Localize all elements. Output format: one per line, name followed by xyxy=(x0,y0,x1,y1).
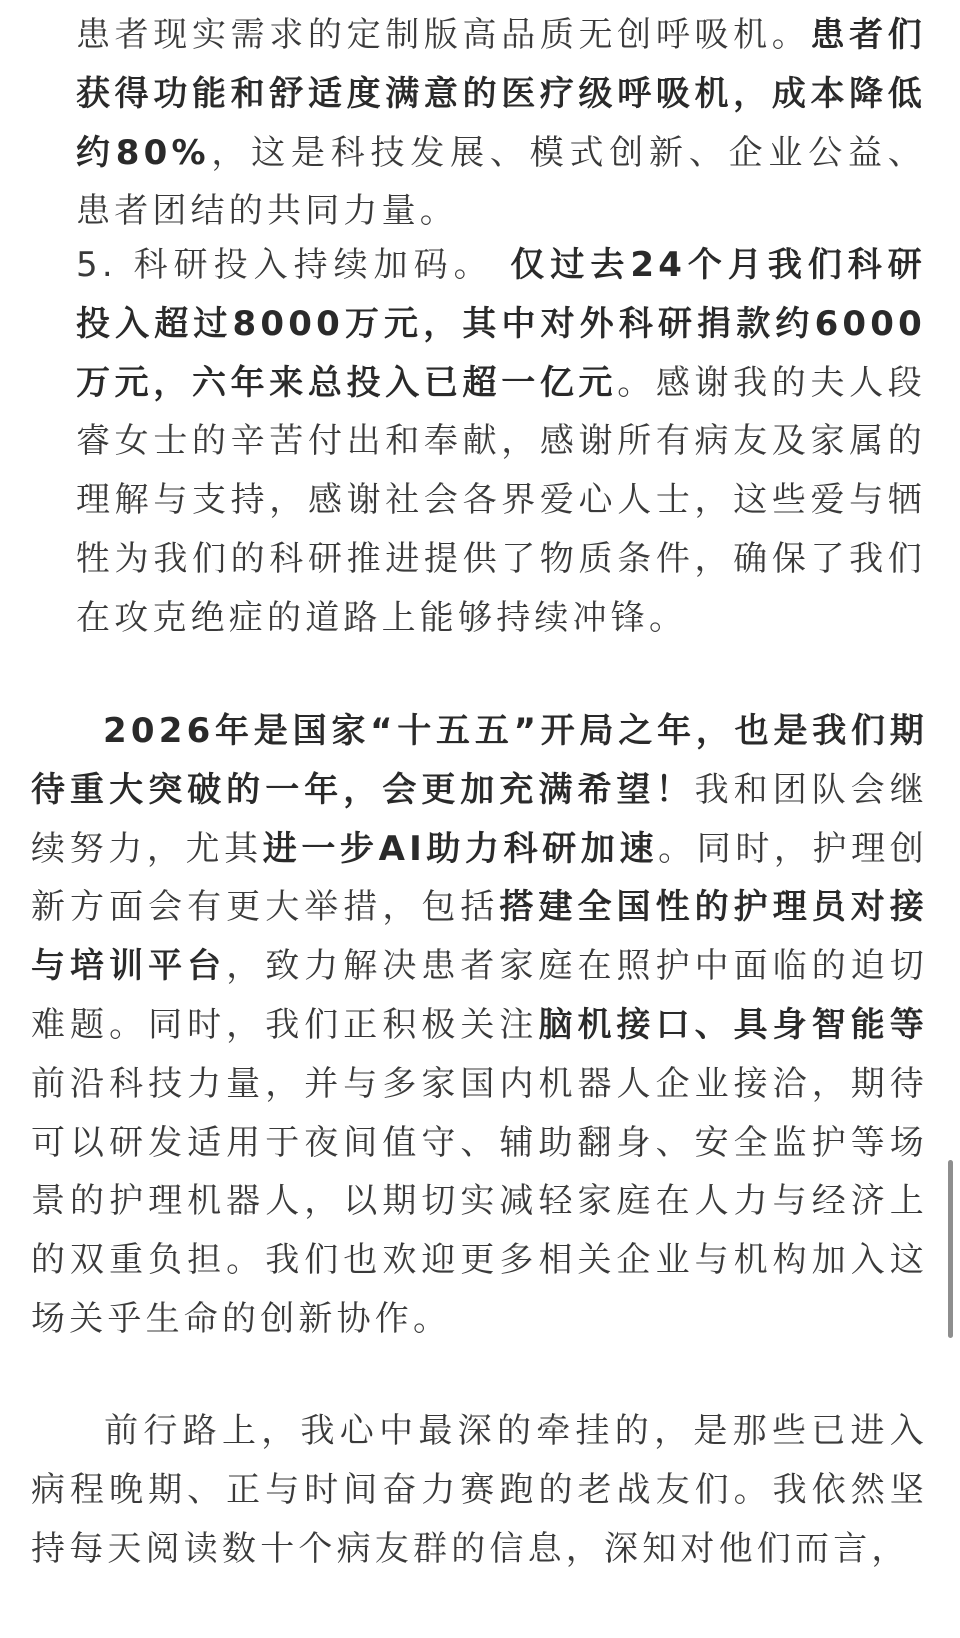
bold-highlight: 患者们获得功能和舒适度满意的医疗级呼吸机，成本降低约80% xyxy=(76,15,926,173)
text-segment: 我和团队会继续努力，尤其 xyxy=(31,769,929,869)
text-segment: 患者现实需求的定制版高品质无创呼吸机。 xyxy=(76,15,811,55)
paragraph-cost-reduction xyxy=(76,6,926,241)
paragraph-research-investment xyxy=(76,236,926,648)
bold-highlight: 脑机接口、具身智能等 xyxy=(538,1004,928,1045)
text-segment: 前行路上，我心中最深的牵挂的，是那些已进入病程晚期、正与时间奋力赛跑的老战友们。我依然坚持每天阅读数十个病友群的信息，深知对他们而言， xyxy=(31,1411,928,1569)
text-segment: 前沿科技力量，并与多家国内机器人企业接洽，期待可以研发适用于夜间值守、辅助翻身、安全监护等场景的护理机器人，以期切实减轻家庭在人力与经济上的双重负担。我们也欢迎更多相关企业与机构加入这场关乎生命的创新协作。 xyxy=(31,1063,928,1339)
text-segment: ，致力解决患者家庭在照护中面临的迫切难题。同时，我们正积极关注 xyxy=(31,946,928,1045)
bold-highlight: 搭建全国性的护理员对接与培训平台 xyxy=(31,887,928,987)
bold-highlight: 进一步AI助力科研加速 xyxy=(262,828,659,869)
paragraph-old-comrades xyxy=(31,1402,928,1578)
scrollbar-thumb[interactable] xyxy=(948,1160,953,1338)
vertical-scrollbar[interactable] xyxy=(946,0,960,1638)
text-segment: 。感谢我的夫人段睿女士的辛苦付出和奉献，感谢所有病友及家属的理解与支持，感谢社会各界爱心人士，这些爱与牺牲为我们的科研推进提供了物质条件，确保了我们在攻克绝症的道路上能够持续冲锋。 xyxy=(76,362,926,638)
bold-highlight: 2026年是国家“十五五”开局之年，也是我们期待重大突破的一年，会更加充满希望！ xyxy=(31,711,928,810)
list-item-heading: 5. 科研投入持续加码。 xyxy=(76,245,511,285)
text-segment: ，这是科技发展、模式创新、企业公益、患者团结的共同力量。 xyxy=(76,132,926,232)
text-segment: 。同时，护理创新方面会有更大举措，包括 xyxy=(31,828,928,928)
bold-highlight: 仅过去24个月我们科研投入超过8000万元，其中对外科研捐款约6000万元，六年来总投入已超一亿元 xyxy=(76,245,926,403)
paragraph-2026-outlook xyxy=(31,702,928,1349)
